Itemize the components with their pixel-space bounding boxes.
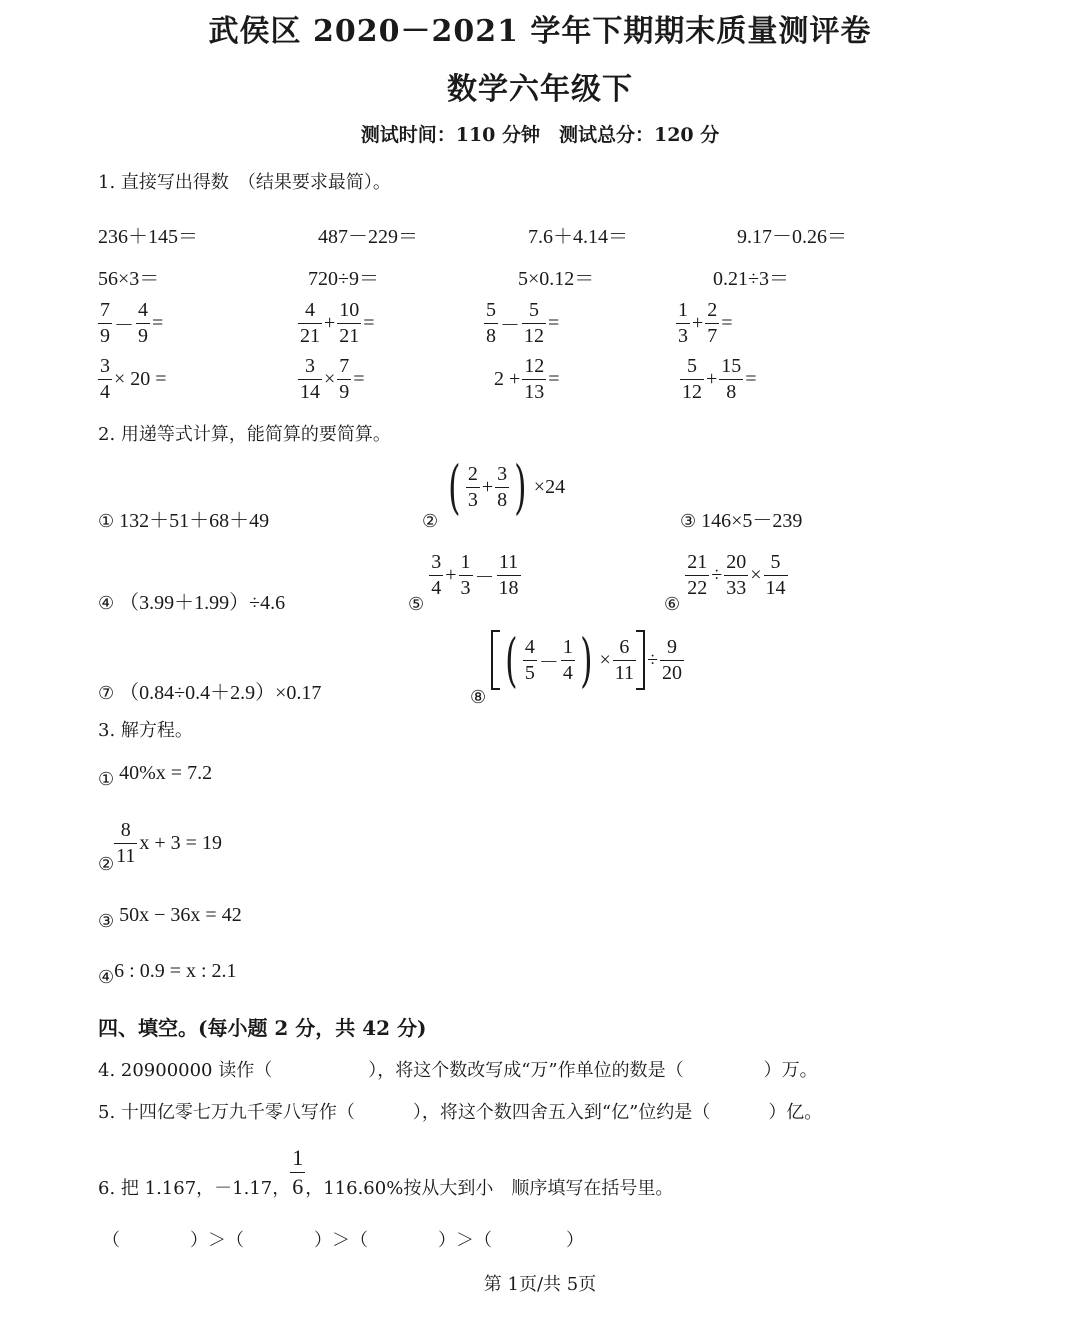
q1-fraction-item: $\frac{7}{9}$ － $\frac{4}{9}$ =: [100, 299, 164, 347]
fraction: $\frac{6}{11}$: [614, 635, 635, 684]
fraction: $\frac{1}{6}$: [292, 1145, 304, 1199]
fraction: $\frac{15}{8}$: [721, 355, 742, 403]
fraction: $\frac{3}{4}$: [100, 355, 110, 403]
q3-equation-2: ② $\frac{8}{11}$ x + 3 = 19: [98, 819, 222, 875]
q3-equation-4: ④6 : 0.9 = x : 2.1: [98, 960, 237, 987]
q1-item: 0.21÷3＝: [713, 268, 789, 290]
q1-fraction-item: $\frac{3}{14}$ × $\frac{7}{9}$ =: [300, 355, 365, 403]
q6-answer-blanks[interactable]: （ ）＞（ ）＞（ ）＞（ ）: [102, 1230, 584, 1251]
q1-fraction-item: $\frac{3}{4}$ × 20 =: [100, 355, 167, 403]
fraction: $\frac{12}{13}$: [524, 355, 545, 403]
q1-fraction-item: $\frac{5}{12}$ + $\frac{15}{8}$ =: [682, 355, 757, 403]
q1-title: 1. 直接写出得数 （结果要求最简）。: [98, 172, 391, 193]
left-bracket: [491, 630, 500, 690]
fraction: $\frac{3}{8}$: [497, 462, 508, 511]
q1-fraction-item: $\frac{1}{3}$ + $\frac{2}{7}$ =: [678, 299, 733, 347]
q2-problem-2: ② ( $\frac{2}{3}$ + $\frac{3}{8}$ ) ×24: [422, 453, 566, 532]
fraction: $\frac{2}{3}$: [467, 462, 478, 511]
fraction: $\frac{2}{7}$: [707, 299, 718, 347]
fraction: $\frac{7}{9}$: [339, 355, 350, 403]
q2-problem-3: ③ 146×5－239: [680, 510, 803, 532]
fraction: $\frac{4}{21}$: [300, 299, 320, 347]
fraction: $\frac{4}{9}$: [138, 299, 148, 347]
page-footer: 第 1页/共 5页: [483, 1274, 597, 1295]
exam-title: 武侯区 2020－2021 学年下期期末质量测评卷: [208, 14, 872, 49]
q1-fraction-item: $\frac{5}{8}$ － $\frac{5}{12}$ =: [486, 299, 560, 347]
q1-item: 7.6＋4.14＝: [528, 226, 628, 248]
q1-item: 5×0.12＝: [518, 268, 595, 290]
q1-item: 487－229＝: [318, 226, 418, 248]
q1-item: 236＋145＝: [98, 226, 198, 248]
section4-title: 四、填空。(每小题 2 分，共 42 分): [98, 1016, 427, 1040]
fraction: $\frac{4}{5}$: [524, 635, 535, 684]
exam-subtitle: 数学六年级下: [447, 72, 633, 107]
fraction: $\frac{1}{3}$: [460, 551, 471, 599]
fraction: $\frac{9}{20}$: [662, 635, 683, 684]
q1-item: 56×3＝: [98, 268, 160, 290]
fraction: $\frac{21}{22}$: [687, 551, 708, 599]
fraction: $\frac{8}{11}$: [116, 819, 136, 867]
fraction: $\frac{20}{33}$: [726, 551, 747, 599]
fraction: $\frac{1}{3}$: [678, 299, 688, 347]
fraction: $\frac{7}{9}$: [100, 299, 110, 347]
q2-problem-1: ① 132＋51＋68＋49: [98, 510, 270, 532]
right-bracket: [636, 630, 645, 690]
q2-problem-6: ⑥ $\frac{21}{22}$ ÷ $\frac{20}{33}$ × $\frac{5}{14}$: [664, 551, 786, 615]
q3-equation-1: ① 40%x = 7.2: [98, 762, 213, 789]
q2-problem-5: ⑤ $\frac{3}{4}$ + $\frac{1}{3}$ － $\frac{11}{18}$: [408, 551, 519, 615]
fraction: $\frac{5}{14}$: [765, 551, 786, 599]
q1-item: 720÷9＝: [308, 268, 379, 290]
q6-line: 6. 把 1.167，－1.17， $\frac{1}{6}$ ，116.60%按从大到小 顺序填写在括号里。: [98, 1145, 674, 1199]
fraction: $\frac{5}{12}$: [682, 355, 702, 403]
q1-fraction-item: 2 + $\frac{12}{13}$ =: [494, 355, 560, 403]
fraction: $\frac{5}{8}$: [486, 299, 496, 347]
q2-problem-8: ⑧ ( $\frac{4}{5}$ － $\frac{1}{4}$ ) × $\frac{6}{11}$ ÷ $\frac{9}{20}$: [470, 626, 683, 708]
fraction: $\frac{11}{18}$: [498, 551, 519, 599]
q3-title: 3. 解方程。: [98, 720, 193, 741]
fraction: $\frac{10}{21}$: [339, 299, 360, 347]
q5-line: 5. 十四亿零七万九千零八写作（ ），将这个数四舍五入到“亿”位约是（ ）亿。: [98, 1102, 823, 1123]
fraction: $\frac{1}{4}$: [562, 635, 573, 684]
fraction: $\frac{3}{14}$: [300, 355, 320, 403]
q3-equation-3: ③ 50x − 36x = 42: [98, 904, 242, 931]
fraction: $\frac{5}{12}$: [524, 299, 544, 347]
q1-fraction-item: $\frac{4}{21}$ + $\frac{10}{21}$ =: [300, 299, 375, 347]
q2-title: 2. 用递等式计算，能简算的要简算。: [98, 424, 391, 445]
exam-info: 测试时间：110 分钟 测试总分：120 分: [360, 124, 720, 146]
q4-line: 4. 20900000 读作（ ），将这个数改写成“万”作单位的数是（ ）万。: [98, 1060, 818, 1081]
q1-item: 9.17－0.26＝: [737, 226, 847, 248]
q2-problem-7: ⑦ （0.84÷0.4＋2.9）×0.17: [98, 682, 322, 704]
fraction: $\frac{3}{4}$: [431, 551, 442, 599]
q2-problem-4: ④ （3.99＋1.99）÷4.6: [98, 592, 286, 614]
